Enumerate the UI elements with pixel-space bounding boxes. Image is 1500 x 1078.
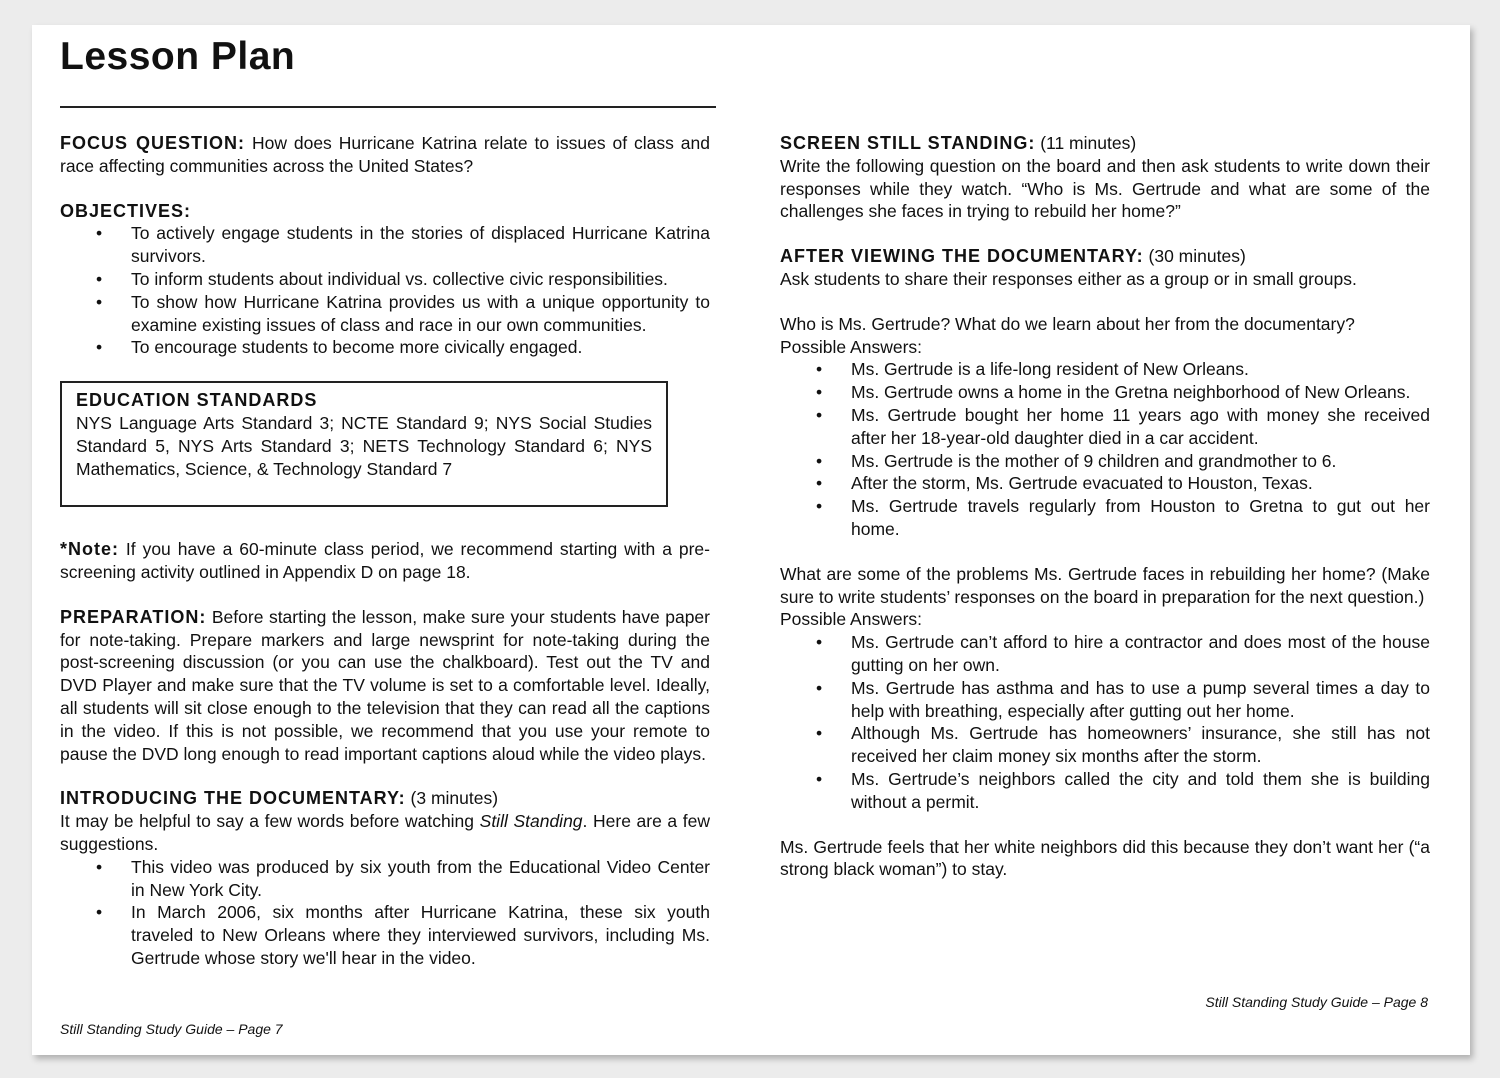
- list-item: • To show how Hurricane Katrina provides us with a unique opportunity to examine existing issues of class and race in our own communities.: [60, 291, 710, 337]
- objectives-list: [60, 222, 710, 359]
- focus-question-text: How does Hurricane Katrina relate to issues of class and race affecting communities across the United States?: [60, 133, 710, 176]
- list-item: • Ms. Gertrude travels regularly from Houston to Gretna to gut out her home.: [780, 495, 1430, 541]
- list-item: • This video was produced by six youth from the Educational Video Center in New York City.: [60, 856, 710, 902]
- closing-text: Ms. Gertrude feels that her white neighbors did this because they don’t want her (“a strong black woman”) to stay.: [780, 836, 1430, 880]
- list-item: • Ms. Gertrude is a life-long resident of New Orleans.: [780, 358, 1430, 381]
- note-heading: *Note:: [60, 539, 119, 560]
- question-one-section: [780, 313, 1430, 541]
- closing-section: [780, 836, 1430, 882]
- list-item: • Although Ms. Gertrude has homeowners’ insurance, she still has not received her claim money six months after the storm.: [780, 722, 1430, 768]
- question-two-section: [780, 563, 1430, 814]
- focus-question-section: [60, 132, 710, 178]
- preparation-text: Before starting the lesson, make sure your students have paper for note-taking. Prepare markers and large newsprint for note-taking during the post-screening discussion (or you can use the chalkboard). Test out the TV and DVD Player and make sure that the TV volume is set to a comfortable level. Ideally, all students will sit close enough to the television that they can read all the captions in the video. If this is not possible, we recommend that you use your remote to pause the DVD long enough to read important captions aloud while the video plays.: [60, 606, 710, 764]
- suggestions-list: [60, 856, 710, 970]
- film-title: Still Standing: [479, 811, 583, 832]
- after-viewing-section: [780, 245, 1430, 291]
- note-text: If you have a 60-minute class period, we recommend starting with a pre-screening activity outlined in Appendix D on page 18.: [60, 539, 710, 582]
- left-page-column: [60, 132, 710, 992]
- answers-list-one: [780, 358, 1430, 540]
- list-item: • Ms. Gertrude’s neighbors called the city and told them she is building without a permit.: [780, 768, 1430, 814]
- introducing-time: (3 minutes): [405, 788, 499, 809]
- answers-label: Possible Answers:: [780, 609, 923, 630]
- footer-page-7: Still Standing Study Guide – Page 7: [60, 1021, 283, 1037]
- answers-label: Possible Answers:: [780, 336, 923, 357]
- objectives-heading: OBJECTIVES:: [60, 200, 192, 221]
- list-item: • To actively engage students in the stories of displaced Hurricane Katrina survivors.: [60, 222, 710, 268]
- education-standards-box: [60, 381, 668, 507]
- question-one: Who is Ms. Gertrude? What do we learn about her from the documentary?: [780, 313, 1355, 334]
- list-item: • Ms. Gertrude owns a home in the Gretna neighborhood of New Orleans.: [780, 381, 1430, 404]
- list-item: • Ms. Gertrude has asthma and has to use a pump several times a day to help with breathing, especially after gutting out her home.: [780, 677, 1430, 723]
- introducing-heading: INTRODUCING THE DOCUMENTARY:: [60, 788, 406, 809]
- list-item: • After the storm, Ms. Gertrude evacuated to Houston, Texas.: [780, 472, 1430, 495]
- list-item: • Ms. Gertrude can’t afford to hire a contractor and does most of the house gutting on her own.: [780, 631, 1430, 677]
- after-viewing-time: (30 minutes): [1143, 246, 1246, 267]
- page-title: Lesson Plan: [60, 35, 296, 78]
- introducing-intro: It may be helpful to say a few words before watching Still Standing. Here are a few suggestions.: [60, 811, 710, 854]
- introducing-section: [60, 787, 710, 969]
- screen-time: (11 minutes): [1035, 133, 1137, 153]
- answers-list-two: [780, 631, 1430, 813]
- screen-heading: SCREEN STILL STANDING:: [780, 133, 1036, 153]
- list-item: • To inform students about individual vs. collective civic responsibilities.: [60, 268, 710, 291]
- focus-question-heading: FOCUS QUESTION:: [60, 133, 246, 153]
- preparation-heading: PREPARATION:: [60, 606, 207, 627]
- document-spread: [32, 25, 1470, 1055]
- screen-section: [780, 132, 1430, 223]
- list-item: • To encourage students to become more civically engaged.: [60, 336, 710, 359]
- list-item: • Ms. Gertrude bought her home 11 years ago with money she received after her 18-year-old daughter died in a car accident.: [780, 404, 1430, 450]
- education-standards-heading: EDUCATION STANDARDS: [76, 390, 318, 411]
- footer-page-8: Still Standing Study Guide – Page 8: [1205, 994, 1428, 1010]
- right-page-column: [780, 132, 1430, 903]
- after-viewing-text: Ask students to share their responses either as a group or in small groups.: [780, 268, 1357, 289]
- title-divider: [60, 106, 716, 108]
- note-section: [60, 538, 710, 584]
- list-item: • In March 2006, six months after Hurricane Katrina, these six youth traveled to New Orleans where they interviewed survivors, including Ms. Gertrude whose story we'll hear in the video.: [60, 901, 710, 969]
- screen-text: Write the following question on the board and then ask students to write down their responses while they watch. “Who is Ms. Gertrude and what are some of the challenges she faces in trying to rebuild her home?”: [780, 155, 1430, 222]
- education-standards-text: NYS Language Arts Standard 3; NCTE Standard 9; NYS Social Studies Standard 5, NYS Arts Standard 3; NETS Technology Standard 6; NYS Mathematics, Science, & Technology Standard 7: [76, 412, 652, 479]
- preparation-section: [60, 606, 710, 766]
- question-two: What are some of the problems Ms. Gertrude faces in rebuilding her home? (Make sure to write students’ responses on the board in preparation for the next question.): [780, 563, 1430, 607]
- list-item: • Ms. Gertrude is the mother of 9 children and grandmother to 6.: [780, 450, 1430, 473]
- objectives-section: [60, 200, 710, 360]
- after-viewing-heading: AFTER VIEWING THE DOCUMENTARY:: [780, 246, 1144, 267]
